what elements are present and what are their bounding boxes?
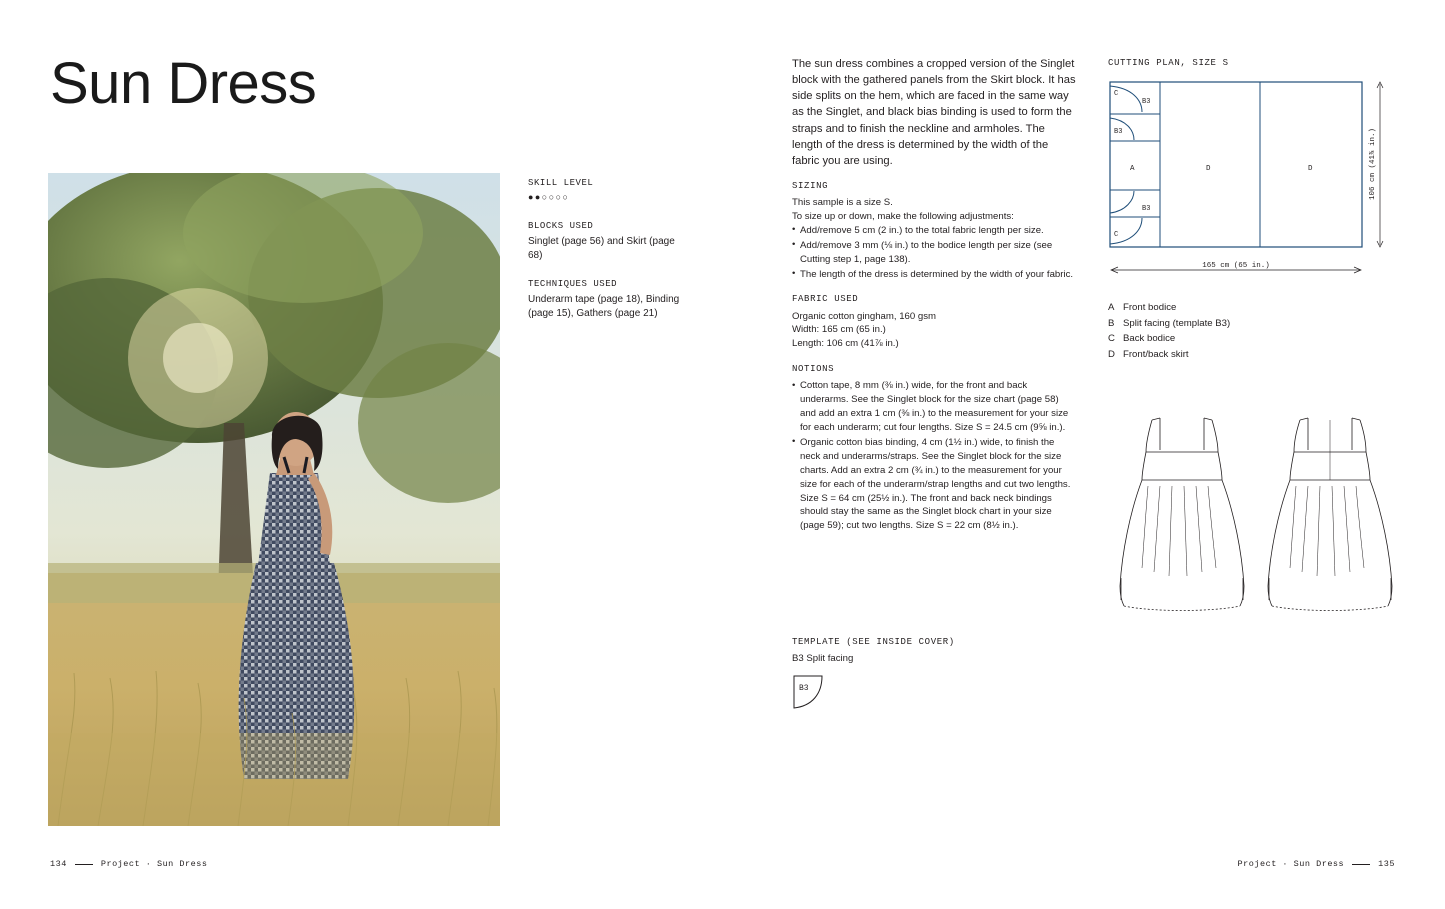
template-label: TEMPLATE (SEE INSIDE COVER)	[792, 637, 955, 647]
svg-text:B3: B3	[1114, 128, 1123, 136]
fabric-line-1: Organic cotton gingham, 160 gsm	[792, 310, 936, 322]
list-item: • The length of the dress is determined by the width of your fabric.	[792, 268, 1077, 282]
notions-section	[792, 363, 1077, 533]
techniques-used-text: Underarm tape (page 18), Binding (page 15), Gathers (page 21)	[528, 293, 680, 319]
list-item: • Add/remove 3 mm (⅛ in.) to the bodice length per size (see Cutting step 1, page 138).	[792, 239, 1077, 267]
svg-text:D: D	[1308, 165, 1313, 173]
folio-right-number: 135	[1378, 859, 1395, 869]
cutting-plan-legend	[1108, 300, 1398, 362]
legend-key: B	[1108, 317, 1115, 329]
template-text: B3 Split facing	[792, 653, 854, 665]
legend-key: C	[1108, 333, 1115, 345]
skill-level-block	[528, 177, 688, 205]
sizing-section	[792, 180, 1077, 281]
legend-row	[1108, 331, 1398, 347]
project-meta	[528, 177, 688, 335]
list-item: • Organic cotton bias binding, 4 cm (1½ in.) wide, to finish the neck and underarms/straps. See the Singlet block for the size charts. Add an extra 2 cm (¾ in.) to the measurement for your size for each of the underarm/strap lengths and cut two lengths. Size S = 64 cm (25½ in.). The front and back neck bindings should stay the same as the Singlet block chart in your size (page 59); cut two lengths. Size S = 22 cm (8½ in.).	[792, 436, 1077, 533]
legend-text: Front bodice	[1123, 302, 1177, 313]
svg-text:C: C	[1114, 231, 1119, 239]
list-item: • Add/remove 5 cm (2 in.) to the total fabric length per size.	[792, 224, 1077, 238]
cutting-plan-title: CUTTING PLAN, SIZE S	[1108, 58, 1229, 68]
sizing-label: SIZING	[792, 181, 829, 191]
techniques-used-block	[528, 278, 688, 321]
plan-width-dim: 165 cm (65 in.)	[1202, 262, 1270, 270]
svg-text:A: A	[1130, 165, 1135, 173]
template-shape	[792, 674, 1077, 719]
svg-text:D: D	[1206, 165, 1211, 173]
legend-key: D	[1108, 348, 1115, 360]
details-column	[792, 180, 1077, 545]
technical-drawings	[1108, 400, 1408, 650]
legend-row	[1108, 300, 1398, 316]
notions-bullets	[792, 379, 1077, 533]
techniques-used-label: TECHNIQUES USED	[528, 278, 618, 289]
project-photo	[48, 173, 500, 826]
fabric-line-3: Length: 106 cm (41⅞ in.)	[792, 338, 899, 350]
folio-right-text: Project · Sun Dress	[1237, 859, 1345, 869]
legend-text: Split facing (template B3)	[1123, 317, 1231, 329]
skill-level-dots: ●●○○○○	[528, 193, 570, 204]
plan-height-dim: 106 cm (41⅞ in.)	[1369, 127, 1377, 201]
back-flat	[1268, 418, 1392, 611]
right-page	[722, 0, 1445, 909]
front-flat	[1120, 418, 1244, 611]
legend-row	[1108, 316, 1398, 332]
folio-left-rule	[75, 864, 93, 865]
notions-label: NOTIONS	[792, 364, 835, 375]
sizing-bullets	[792, 224, 1077, 282]
svg-text:C: C	[1114, 90, 1119, 98]
cutting-plan-column	[1108, 58, 1398, 293]
legend-key: A	[1108, 302, 1115, 313]
sizing-line-2: To size up or down, make the following adjustments:	[792, 210, 1014, 222]
folio-left-number: 134	[50, 859, 67, 869]
template-section	[792, 636, 1077, 719]
blocks-used-block	[528, 220, 688, 263]
skill-level-label: SKILL LEVEL	[528, 178, 594, 188]
fabric-line-2: Width: 165 cm (65 in.)	[792, 324, 886, 336]
photo-illustration	[48, 173, 500, 826]
legend-row	[1108, 347, 1398, 363]
folio-left	[50, 859, 207, 869]
cutting-plan-diagram	[1108, 78, 1398, 293]
fabric-section	[792, 293, 1077, 351]
left-page	[0, 0, 722, 909]
intro-paragraph: The sun dress combines a cropped version of the Singlet block with the gathered panels from the Skirt block. It has side splits on the hem, which are faced in the same way as the Singlet, and black bias binding is used to form the straps and to finish the neckline and armholes. The length of the dress is determined by the width of the fabric you are using.	[792, 58, 1076, 167]
svg-text:B3: B3	[1142, 98, 1151, 106]
list-item: • Cotton tape, 8 mm (⅜ in.) wide, for the front and back underarms. See the Singlet block for the size chart (page 58) and add an extra 1 cm (⅜ in.) to the measurement for your size for each underarm; cut four lengths. Size S = 24.5 cm (9⅝ in.).	[792, 379, 1077, 435]
blocks-used-label: BLOCKS USED	[528, 221, 594, 232]
folio-left-text: Project · Sun Dress	[100, 859, 208, 869]
sizing-line-1: This sample is a size S.	[792, 197, 893, 209]
folio-right	[1238, 859, 1395, 869]
svg-text:B3: B3	[1142, 205, 1151, 213]
page-title: Sun Dress	[50, 51, 317, 116]
fabric-label: FABRIC USED	[792, 294, 859, 305]
template-shape-label: B3	[799, 683, 809, 693]
legend-text: Front/back skirt	[1123, 348, 1189, 360]
folio-right-rule	[1352, 864, 1370, 865]
blocks-used-text: Singlet (page 56) and Skirt (page 68)	[528, 236, 675, 261]
legend-text: Back bodice	[1123, 333, 1176, 345]
